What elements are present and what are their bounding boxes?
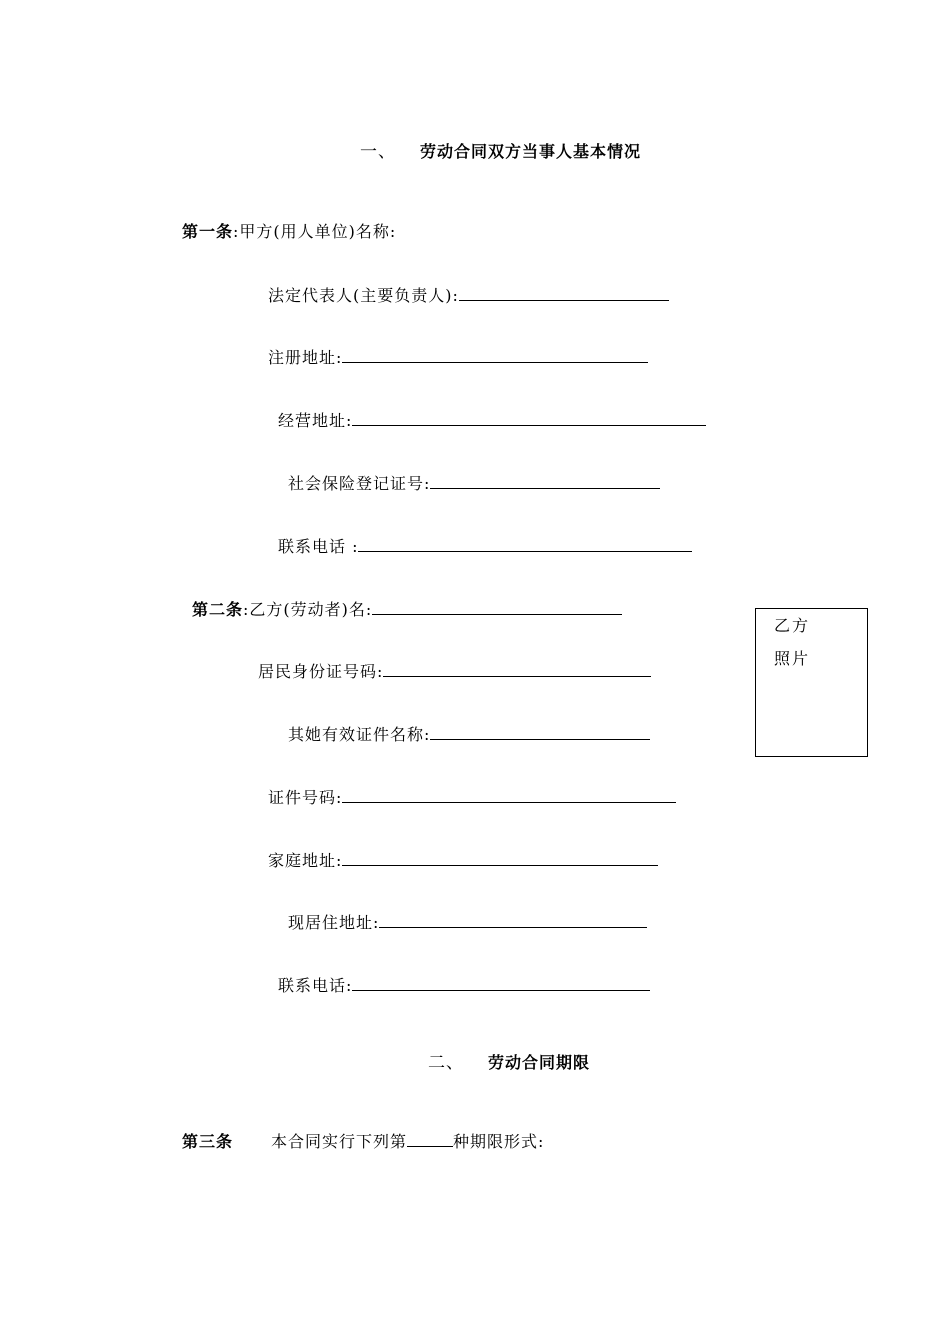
field-legal-rep-label: 法定代表人(主要负责人): bbox=[268, 286, 459, 305]
field-b-name-blank[interactable] bbox=[372, 600, 622, 615]
field-a-phone bbox=[278, 537, 692, 557]
article-1 bbox=[182, 222, 396, 242]
article-1-text: :甲方(用人单位)名称: bbox=[233, 222, 397, 241]
field-legal-rep-blank[interactable] bbox=[459, 286, 669, 301]
article-3 bbox=[182, 1132, 544, 1152]
article-2 bbox=[192, 600, 622, 620]
article-1-label: 第一条 bbox=[182, 222, 234, 241]
field-id-no-label: 证件号码: bbox=[268, 788, 343, 807]
section-1-heading bbox=[360, 142, 641, 162]
field-current-address bbox=[288, 913, 647, 933]
section-1-title: 劳动合同双方当事人基本情况 bbox=[420, 142, 642, 161]
article-3-label: 第三条 bbox=[182, 1132, 234, 1151]
field-social-insurance-blank[interactable] bbox=[430, 474, 660, 489]
field-b-phone-label: 联系电话: bbox=[278, 976, 353, 995]
field-b-phone-blank[interactable] bbox=[352, 976, 650, 991]
field-reg-address-label: 注册地址: bbox=[268, 348, 343, 367]
field-other-id-name-label: 其她有效证件名称: bbox=[288, 725, 431, 744]
photo-label-line2: 照片 bbox=[774, 649, 811, 668]
field-id-no bbox=[268, 788, 676, 808]
field-a-phone-blank[interactable] bbox=[358, 537, 692, 552]
field-reg-address-blank[interactable] bbox=[342, 348, 648, 363]
article-3-text-after: 种期限形式: bbox=[453, 1132, 545, 1151]
field-biz-address-label: 经营地址: bbox=[278, 411, 353, 430]
field-social-insurance bbox=[288, 474, 660, 494]
field-other-id-name-blank[interactable] bbox=[430, 725, 650, 740]
field-home-address-label: 家庭地址: bbox=[268, 851, 343, 870]
section-2-number: 二、 bbox=[428, 1053, 464, 1073]
section-2-heading bbox=[428, 1053, 590, 1073]
field-other-id-name bbox=[288, 725, 650, 745]
section-2-title: 劳动合同期限 bbox=[488, 1053, 591, 1072]
photo-label-line1: 乙方 bbox=[774, 616, 811, 635]
field-id-number-blank[interactable] bbox=[383, 662, 651, 677]
field-current-address-blank[interactable] bbox=[379, 913, 647, 928]
field-id-number-label: 居民身份证号码: bbox=[258, 662, 384, 681]
field-social-insurance-label: 社会保险登记证号: bbox=[288, 474, 431, 493]
field-home-address-blank[interactable] bbox=[342, 851, 658, 866]
field-home-address bbox=[268, 851, 658, 871]
field-biz-address-blank[interactable] bbox=[352, 411, 706, 426]
article-3-text-before: 本合同实行下列第 bbox=[271, 1132, 408, 1151]
article-2-text: :乙方(劳动者)名: bbox=[243, 600, 373, 619]
field-biz-address bbox=[278, 411, 706, 431]
field-b-phone bbox=[278, 976, 650, 996]
field-reg-address bbox=[268, 348, 648, 368]
section-1-number: 一、 bbox=[360, 142, 396, 162]
article-2-label: 第二条 bbox=[192, 600, 244, 619]
photo-box[interactable] bbox=[755, 608, 868, 757]
field-current-address-label: 现居住地址: bbox=[288, 913, 380, 932]
field-legal-rep bbox=[268, 286, 669, 306]
field-id-number bbox=[258, 662, 651, 682]
field-a-phone-label: 联系电话 : bbox=[278, 537, 359, 556]
field-id-no-blank[interactable] bbox=[342, 788, 676, 803]
article-3-blank[interactable] bbox=[407, 1132, 453, 1147]
